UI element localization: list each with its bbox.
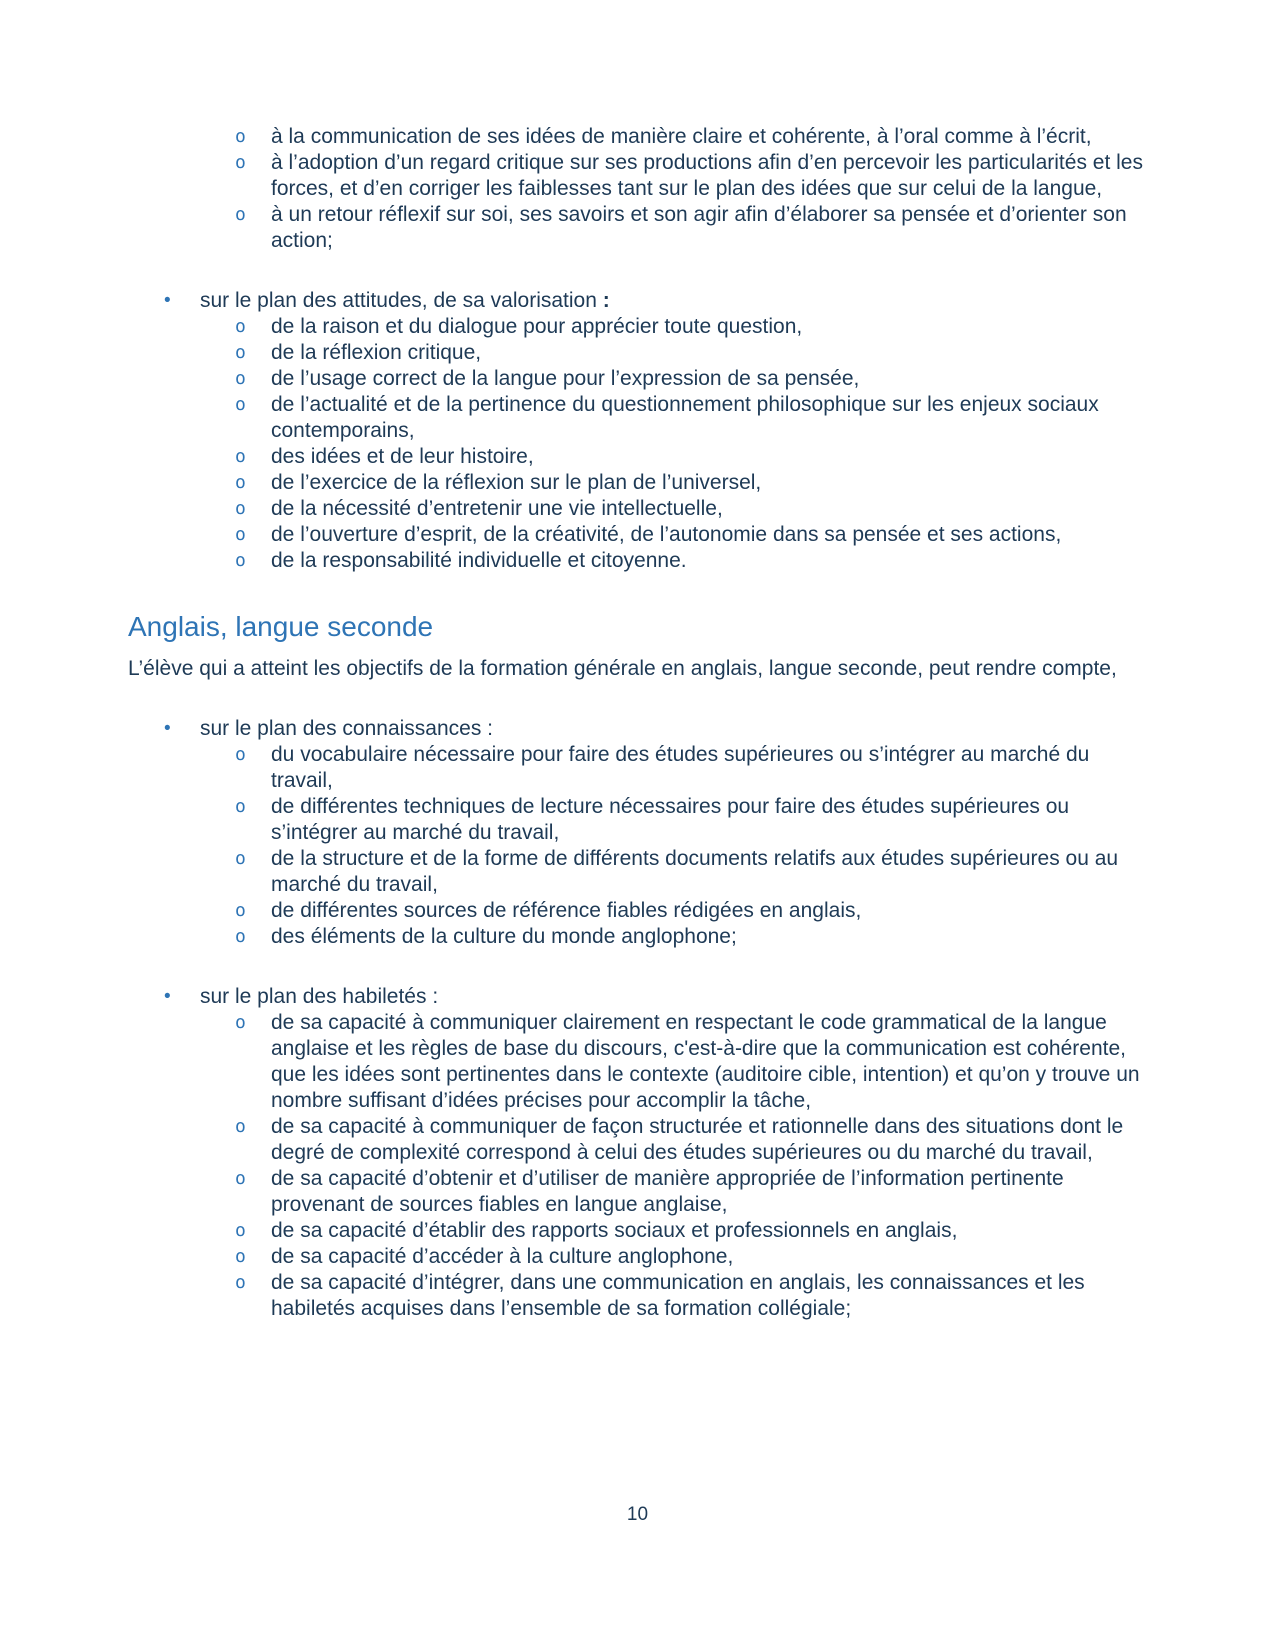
attitudes-label: sur le plan des attitudes, de sa valorisation bbox=[200, 289, 597, 312]
list-item-text: de l’actualité et de la pertinence du questionnement philosophique sur les enjeux sociaux contemporains, bbox=[271, 393, 1099, 442]
list-item bbox=[128, 150, 1155, 202]
list-item bbox=[128, 522, 1155, 548]
bullet-heading-text: sur le plan des habiletés : bbox=[200, 985, 439, 1008]
circle-bullet-icon: o bbox=[235, 1168, 246, 1189]
list-item bbox=[128, 366, 1155, 392]
sublist-attitudes bbox=[128, 314, 1155, 574]
list-item-text: de l’usage correct de la langue pour l’expression de sa pensée, bbox=[271, 367, 860, 390]
list-item bbox=[128, 1218, 1155, 1244]
circle-bullet-icon: o bbox=[235, 1220, 246, 1241]
list-item bbox=[128, 742, 1155, 794]
list-item-text: des éléments de la culture du monde anglophone; bbox=[271, 925, 737, 948]
circle-bullet-icon: o bbox=[235, 126, 246, 147]
list-item bbox=[128, 496, 1155, 522]
circle-bullet-icon: o bbox=[235, 1012, 246, 1033]
sublist-connaissances bbox=[128, 742, 1155, 950]
circle-bullet-icon: o bbox=[235, 394, 246, 415]
bullet-heading-text bbox=[200, 288, 1155, 314]
list-item bbox=[128, 794, 1155, 846]
list-item-text: à un retour réflexif sur soi, ses savoirs et son agir afin d’élaborer sa pensée et d’orienter son action; bbox=[271, 203, 1127, 252]
list-item-text: de sa capacité à communiquer de façon structurée et rationnelle dans des situations dont le degré de complexité correspond à celui des études supérieures ou du marché du travail, bbox=[271, 1115, 1124, 1164]
list-item bbox=[128, 392, 1155, 444]
list-item-text: de sa capacité d’établir des rapports sociaux et professionnels en anglais, bbox=[271, 1219, 958, 1242]
list-item-text: de la raison et du dialogue pour apprécier toute question, bbox=[271, 315, 803, 338]
list-item bbox=[128, 1166, 1155, 1218]
list-item bbox=[128, 1010, 1155, 1114]
list-item-text: de sa capacité d’obtenir et d’utiliser de manière appropriée de l’information pertinente provenant de sources fiables en langue anglaise, bbox=[271, 1167, 1064, 1216]
list-item-text: de différentes techniques de lecture nécessaires pour faire des études supérieures ou s’intégrer au marché du travail, bbox=[271, 795, 1070, 844]
section-heading-anglais: Anglais, langue seconde bbox=[128, 611, 434, 642]
list-item bbox=[128, 548, 1155, 574]
list-item bbox=[128, 124, 1155, 150]
list-item bbox=[128, 846, 1155, 898]
list-item bbox=[128, 444, 1155, 470]
list-item-text: des idées et de leur histoire, bbox=[271, 445, 534, 468]
bullet-heading-attitudes bbox=[128, 288, 1155, 314]
bullet-heading-habiletes bbox=[128, 984, 1155, 1010]
circle-bullet-icon: o bbox=[235, 524, 246, 545]
list-item-text: de sa capacité à communiquer clairement en respectant le code grammatical de la langue anglaise et les règles de base du discours, c'est-à-dire que la communication est cohérente, que les idées sont pertinentes dans le contexte (auditoire cible, intention) et qu’on y trouve un nombre suffisant d’idées précises pour accomplir la tâche, bbox=[271, 1011, 1140, 1112]
circle-bullet-icon: o bbox=[235, 744, 246, 765]
page-number: 10 bbox=[626, 1504, 649, 1525]
list-item bbox=[128, 1270, 1155, 1322]
disc-bullet-icon: • bbox=[164, 718, 171, 739]
circle-bullet-icon: o bbox=[235, 472, 246, 493]
circle-bullet-icon: o bbox=[235, 848, 246, 869]
list-item-text: de la structure et de la forme de différents documents relatifs aux études supérieures ou au marché du travail, bbox=[271, 847, 1119, 896]
list-item bbox=[128, 1114, 1155, 1166]
bullet-heading-connaissances bbox=[128, 716, 1155, 742]
circle-bullet-icon: o bbox=[235, 926, 246, 947]
list-item bbox=[128, 1244, 1155, 1270]
list-item bbox=[128, 924, 1155, 950]
circle-bullet-icon: o bbox=[235, 368, 246, 389]
circle-bullet-icon: o bbox=[235, 204, 246, 225]
bullet-heading-text: sur le plan des connaissances : bbox=[200, 717, 494, 740]
list-item-text: de la nécessité d’entretenir une vie intellectuelle, bbox=[271, 497, 723, 520]
circle-bullet-icon: o bbox=[235, 152, 246, 173]
circle-bullet-icon: o bbox=[235, 446, 246, 467]
list-item-text: du vocabulaire nécessaire pour faire des études supérieures ou s’intégrer au marché du travail, bbox=[271, 743, 1090, 792]
section-attitudes bbox=[128, 288, 1155, 574]
attitudes-colon: : bbox=[596, 289, 610, 312]
list-item-text: de sa capacité d’intégrer, dans une communication en anglais, les connaissances et les habiletés acquises dans l’ensemble de sa formation collégiale; bbox=[271, 1271, 1085, 1320]
list-item-text: de différentes sources de référence fiables rédigées en anglais, bbox=[271, 899, 862, 922]
sublist-habiletes bbox=[128, 1010, 1155, 1322]
list-item-text: à l’adoption d’un regard critique sur ses productions afin d’en percevoir les particularités et les forces, et d’en corriger les faiblesses tant sur le plan des idées que sur celui de la langue, bbox=[271, 151, 1143, 200]
list-item bbox=[128, 202, 1155, 254]
list-item-text: de la responsabilité individuelle et citoyenne. bbox=[271, 549, 687, 572]
circle-bullet-icon: o bbox=[235, 1272, 246, 1293]
circle-bullet-icon: o bbox=[235, 1246, 246, 1267]
list-item-text: de l’ouverture d’esprit, de la créativité, de l’autonomie dans sa pensée et ses actions, bbox=[271, 523, 1062, 546]
list-item-text: de la réflexion critique, bbox=[271, 341, 482, 364]
intro-paragraph: L’élève qui a atteint les objectifs de la formation générale en anglais, langue seconde, peut rendre compte, bbox=[128, 657, 1117, 680]
list-item bbox=[128, 314, 1155, 340]
circle-bullet-icon: o bbox=[235, 342, 246, 363]
circle-bullet-icon: o bbox=[235, 796, 246, 817]
section-connaissances bbox=[128, 716, 1155, 950]
circle-bullet-icon: o bbox=[235, 316, 246, 337]
circle-bullet-icon: o bbox=[235, 498, 246, 519]
section-habiletes bbox=[128, 984, 1155, 1322]
circle-bullet-icon: o bbox=[235, 900, 246, 921]
circle-bullet-icon: o bbox=[235, 550, 246, 571]
list-item-text: de sa capacité d’accéder à la culture anglophone, bbox=[271, 1245, 734, 1268]
list-item-text: à la communication de ses idées de manière claire et cohérente, à l’oral comme à l’écrit, bbox=[271, 125, 1092, 148]
sublist-reflexion bbox=[128, 124, 1155, 254]
list-item bbox=[128, 470, 1155, 496]
circle-bullet-icon: o bbox=[235, 1116, 246, 1137]
list-item bbox=[128, 340, 1155, 366]
disc-bullet-icon: • bbox=[164, 290, 171, 311]
disc-bullet-icon: • bbox=[164, 986, 171, 1007]
list-item-text: de l’exercice de la réflexion sur le plan de l’universel, bbox=[271, 471, 762, 494]
list-item bbox=[128, 898, 1155, 924]
